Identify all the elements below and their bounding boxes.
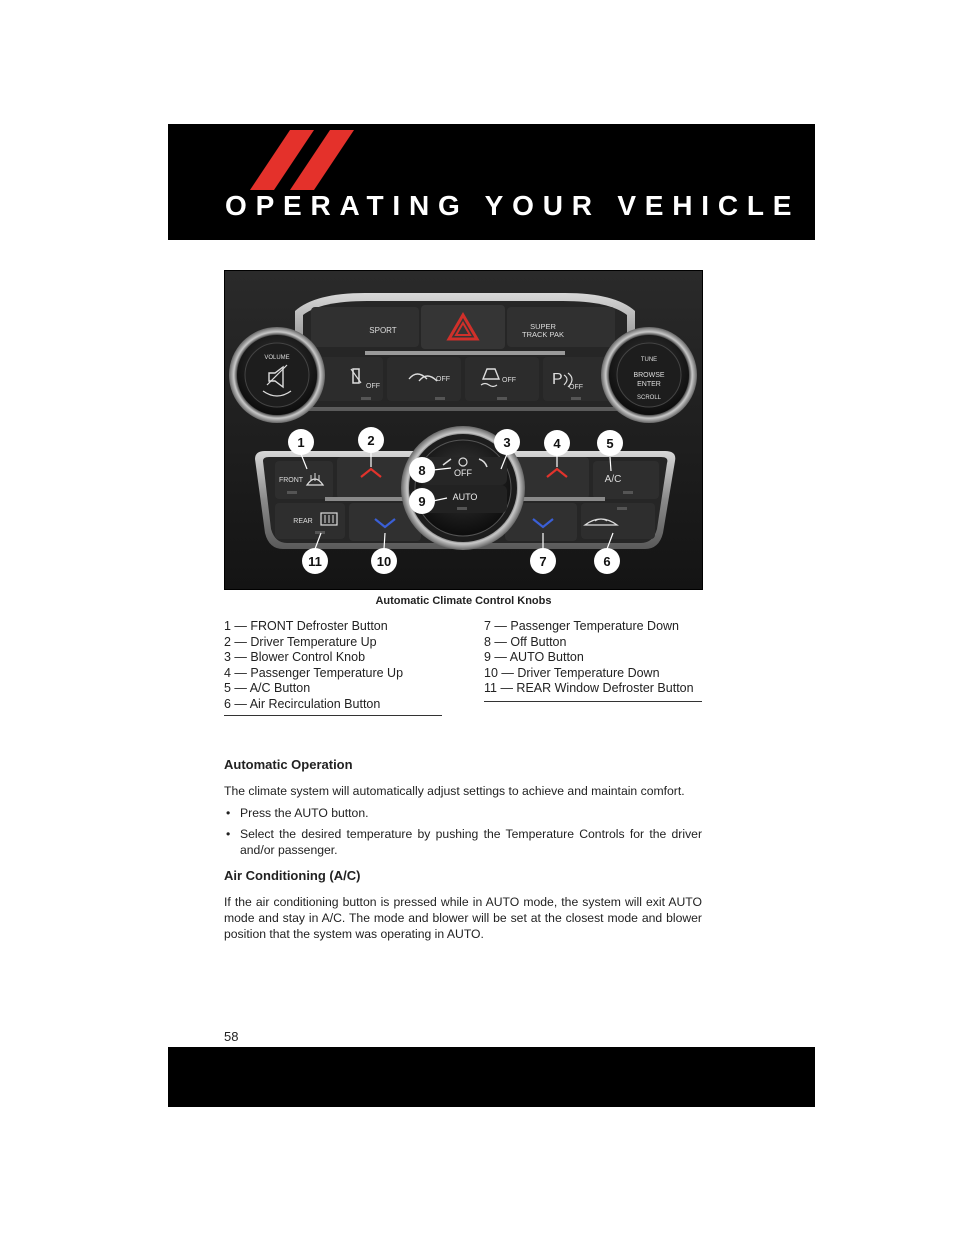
legend-item-4: 4 — Passenger Temperature Up — [224, 665, 404, 680]
legend-item-1: 1 — FRONT Defroster Button — [224, 619, 388, 633]
climate-control-illustration — [225, 271, 702, 589]
park-assist-off-label: OFF — [569, 384, 583, 391]
chapter-title: OPERATING YOUR VEHICLE — [225, 190, 801, 221]
callout-5: 5 — [606, 436, 614, 451]
park-assist-p-label: P — [552, 371, 563, 388]
bullet-select-temperature — [226, 826, 702, 858]
seat-belt-off-label: OFF — [366, 383, 380, 390]
legend-item-9: 9 — AUTO Button — [484, 650, 584, 664]
callout-10: 10 — [376, 554, 392, 569]
bullet-text: Select the desired temperature by pushing the Temperature Controls for the driver and/or passenger. — [240, 827, 702, 857]
air-conditioning-body: If the air conditioning button is pressed while in AUTO mode, the system will exit AUTO mode and stay in A/C. The mode and blower will be set at the closest mode and blower position that the system was operating in AUTO. — [224, 895, 702, 941]
super-track-pak-label-line1: SUPER — [530, 322, 556, 331]
figure-caption: Automatic Climate Control Knobs — [375, 595, 552, 607]
legend-item-8: 8 — Off Button — [484, 634, 567, 649]
callout-11: 11 — [308, 554, 322, 569]
bullet-dot: • — [226, 806, 231, 820]
callout-1: 1 — [297, 435, 305, 450]
blower-off-label: OFF — [454, 468, 472, 478]
legend-item-7: 7 — Passenger Temperature Down — [484, 619, 680, 633]
callout-3: 3 — [503, 435, 511, 450]
scroll-label: SCROLL — [636, 395, 662, 401]
legend-item-11: 11 — REAR Window Defroster Button — [484, 681, 694, 695]
automatic-operation-heading: Automatic Operation — [224, 757, 353, 772]
rear-defrost-label: REAR — [293, 518, 313, 525]
legend-item-5: 5 — A/C Button — [224, 681, 311, 695]
callout-8: 8 — [418, 463, 426, 478]
ac-button-label: A/C — [604, 474, 622, 485]
esc-off-label: OFF — [502, 377, 516, 384]
page-footer-bar — [168, 1047, 815, 1107]
sport-button-label: SPORT — [369, 326, 397, 335]
tune-label: TUNE — [640, 357, 658, 363]
legend-item-10: 10 — Driver Temperature Down — [484, 665, 660, 680]
page-header — [168, 124, 815, 240]
volume-label: VOLUME — [264, 355, 290, 361]
air-conditioning-heading: Air Conditioning (A/C) — [224, 868, 361, 883]
browse-label: BROWSE — [633, 372, 665, 379]
brand-stripes-logo — [250, 130, 360, 190]
legend-item-2: 2 — Driver Temperature Up — [224, 634, 377, 649]
blower-auto-label: AUTO — [452, 492, 478, 502]
bullet-text: Press the AUTO button. — [240, 806, 369, 820]
bullet-press-auto — [226, 805, 702, 821]
legend-item-3: 3 — Blower Control Knob — [224, 650, 366, 664]
automatic-operation-intro: The climate system will automatically adjust settings to achieve and maintain comfort. — [224, 784, 685, 798]
enter-label: ENTER — [637, 381, 661, 388]
callout-4: 4 — [553, 436, 561, 451]
callout-9: 9 — [418, 494, 426, 509]
climate-control-figure — [224, 270, 703, 590]
front-defrost-label: FRONT — [278, 477, 304, 484]
callout-7: 7 — [539, 554, 547, 569]
traction-off-label: OFF — [436, 376, 450, 383]
legend-left-column — [224, 619, 442, 716]
callout-6: 6 — [603, 554, 611, 569]
super-track-pak-label-line2: TRACK PAK — [522, 330, 564, 339]
legend-item-6: 6 — Air Recirculation Button — [224, 696, 381, 711]
callout-2: 2 — [367, 433, 375, 448]
page-number: 58 — [224, 1029, 239, 1044]
bullet-dot: • — [226, 827, 231, 841]
legend-right-column — [484, 619, 702, 702]
